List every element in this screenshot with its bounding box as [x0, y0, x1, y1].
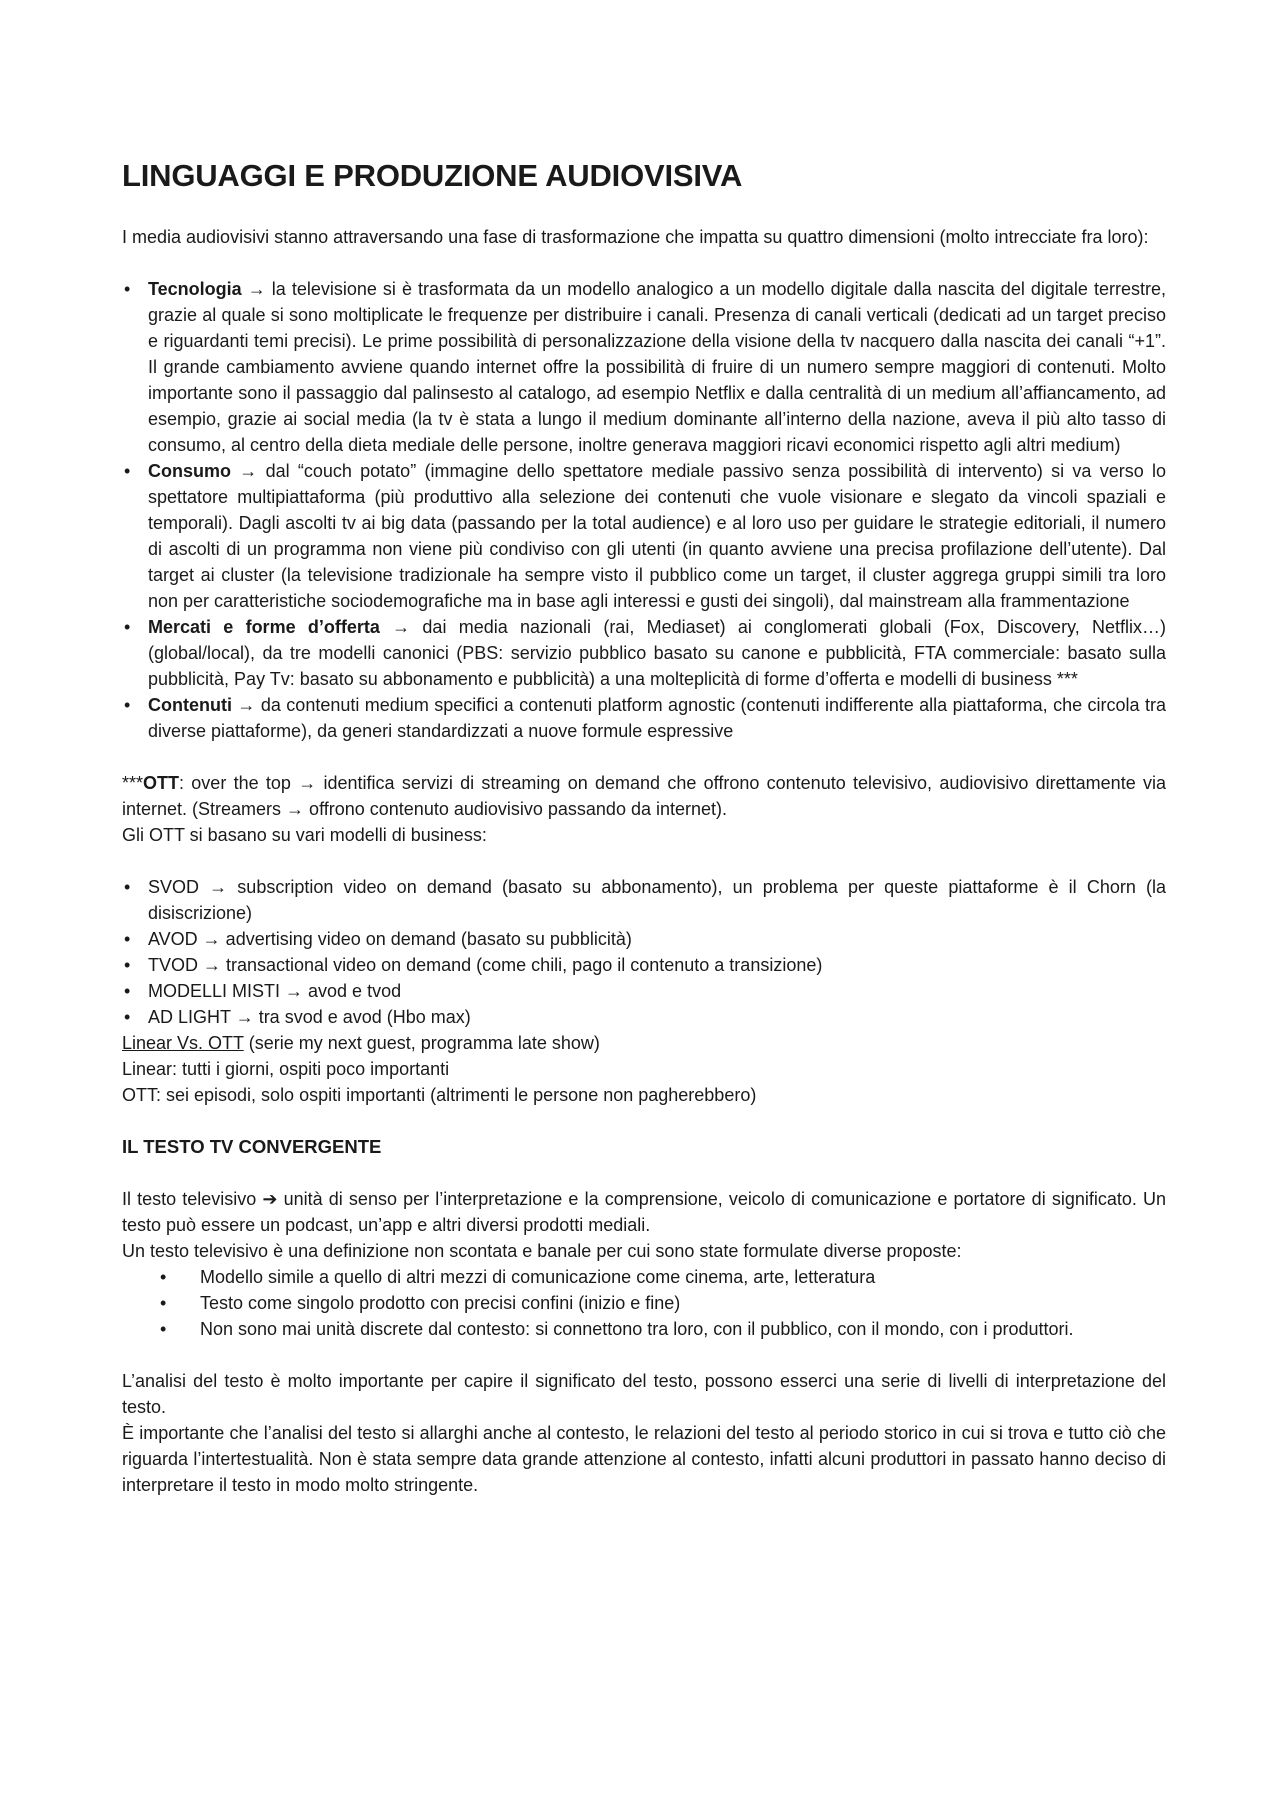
- paragraph: È importante che l’analisi del testo si allarghi anche al contesto, le relazioni del testo al periodo storico in cui si trova e tutto ciò che riguarda l’intertestualità. Non è stata sempre data grande attenzione al contesto, infatti alcuni produttori in passato hanno deciso di interpretare il testo in modo molto stringente.: [122, 1423, 1166, 1495]
- text-definitions-list: [122, 1264, 1166, 1342]
- linear-vs-ott-text: (serie my next guest, programma late show): [243, 1033, 600, 1053]
- ott-definition: : over the top → identifica servizi di streaming on demand che offrono contenuto televisivo, audiovisivo direttamente via internet. (Streamers → offrono contenuto audiovisivo passando da internet).: [122, 773, 1166, 819]
- arrow-icon: →: [237, 695, 256, 715]
- list-item: [122, 874, 1166, 926]
- ott-stars: ***: [122, 773, 144, 793]
- dimension-text: da contenuti medium specifici a contenuti platform agnostic (contenuti indifferente alla piattaforma, che circola tra diverse piattaforme), da generi standardizzati a nuove formule espressive: [148, 695, 1166, 741]
- paragraph: L’analisi del testo è molto importante per capire il significato del testo, possono esserci una serie di livelli di interpretazione del testo.: [122, 1371, 1166, 1417]
- arrow-icon: →: [239, 461, 258, 481]
- item-text: Modello simile a quello di altri mezzi di comunicazione come cinema, arte, letteratura: [200, 1267, 876, 1287]
- dimension-term: Consumo: [148, 461, 231, 481]
- list-item: [122, 1290, 1166, 1316]
- model-text: AD LIGHT → tra svod e avod (Hbo max): [148, 1007, 471, 1027]
- linear-vs-ott-line: [122, 1030, 1166, 1056]
- dimension-text: la televisione si è trasformata da un modello analogico a un modello digitale dalla nascita del digitale terrestre, grazie al quale si sono moltiplicate le frequenze per distribuire i canali. Presenza di canali verticali (dedicati ad un target preciso e riguardanti temi precisi). Le prime possibilità di personalizzazione della visione della tv nacquero dalla nascita dei canali “+1”. Il grande cambiamento avviene quando internet offre la possibilità di fruire di un numero sempre maggiori di contenuti. Molto importante sono il passaggio dal palinsesto al catalogo, ad esempio Netflix e dalla centralità di un medium all’affiancamento, ad esempio, grazie ai social media (la tv è stata a lungo il medium dominante all’interno della nazione, aveva il più alto tasso di consumo, al centro della dieta mediale delle persone, inoltre generava maggiori ricavi economici rispetto agli altri medium): [148, 279, 1166, 455]
- bullet-icon: •: [160, 1293, 167, 1313]
- dimension-text: dal “couch potato” (immagine dello spettatore mediale passivo senza possibilità di intervento) si va verso lo spettatore multipiattaforma (più produttivo alla selezione dei contenuti che vuole visionare e slegato da vincoli spaziali e temporali). Dagli ascolti tv ai big data (passando per la total audience) e al loro uso per guidare le strategie editoriali, il numero di ascolti di un programma non viene più condiviso con gli utenti (in quanto avviene una precisa profilazione dell’utente). Dal target ai cluster (la televisione tradizionale ha sempre visto il pubblico come un target, il cluster aggrega gruppi simili tra loro non per caratteristiche sociodemografiche ma in base agli interessi e gusti dei singoli), dal mainstream alla frammentazione: [148, 461, 1166, 611]
- model-text: AVOD → advertising video on demand (basato su pubblicità): [148, 929, 632, 949]
- model-text: TVOD → transactional video on demand (come chili, pago il contenuto a transizione): [148, 955, 823, 975]
- arrow-icon: →: [247, 279, 266, 299]
- list-item: [122, 614, 1166, 692]
- spacer: [122, 1342, 1166, 1368]
- linear-line: Linear: tutti i giorni, ospiti poco importanti: [122, 1059, 450, 1079]
- spacer: [122, 744, 1166, 770]
- section-heading: IL TESTO TV CONVERGENTE: [122, 1136, 382, 1157]
- ott-paragraph: [122, 770, 1166, 822]
- bullet-icon: •: [124, 279, 131, 299]
- intro-paragraph: I media audiovisivi stanno attraversando una fase di trasformazione che impatta su quattro dimensioni (molto intrecciate fra loro):: [122, 227, 1149, 247]
- bullet-icon: •: [124, 695, 131, 715]
- bullet-icon: •: [124, 981, 131, 1001]
- bullet-icon: •: [124, 929, 131, 949]
- item-text: Testo come singolo prodotto con precisi confini (inizio e fine): [200, 1293, 681, 1313]
- spacer: [122, 250, 1166, 276]
- bullet-icon: •: [160, 1267, 167, 1287]
- spacer: [122, 848, 1166, 874]
- bullet-icon: •: [160, 1319, 167, 1339]
- dimension-term: Contenuti: [148, 695, 232, 715]
- list-item: [122, 978, 1166, 1004]
- bullet-icon: •: [124, 955, 131, 975]
- model-text: SVOD → subscription video on demand (basato su abbonamento), un problema per queste piattaforme è il Chorn (la disiscrizione): [148, 877, 1166, 923]
- dimension-term: Tecnologia: [148, 279, 242, 299]
- list-item: [122, 458, 1166, 614]
- list-item: [122, 1004, 1166, 1030]
- list-item: [122, 276, 1166, 458]
- bullet-icon: •: [124, 461, 131, 481]
- bullet-icon: •: [124, 617, 131, 637]
- paragraph: Il testo televisivo ➔ unità di senso per l’interpretazione e la comprensione, veicolo di comunicazione e portatore di significato. Un testo può essere un podcast, un’app e altri diversi prodotti mediali.: [122, 1189, 1166, 1235]
- bullet-icon: •: [124, 1007, 131, 1027]
- arrow-icon: →: [392, 617, 411, 637]
- dimension-term: Mercati e forme d’offerta: [148, 617, 380, 637]
- ott-models-intro: Gli OTT si basano su vari modelli di business:: [122, 825, 487, 845]
- list-item: [122, 1316, 1166, 1342]
- list-item: [122, 692, 1166, 744]
- model-text: MODELLI MISTI → avod e tvod: [148, 981, 402, 1001]
- list-item: [122, 952, 1166, 978]
- list-item: [122, 926, 1166, 952]
- ott-line: OTT: sei episodi, solo ospiti importanti (altrimenti le persone non pagherebbero): [122, 1085, 757, 1105]
- linear-vs-ott-label: Linear Vs. OTT: [122, 1033, 244, 1053]
- paragraph: Un testo televisivo è una definizione non scontata e banale per cui sono state formulate diverse proposte:: [122, 1241, 962, 1261]
- bullet-icon: •: [124, 877, 131, 897]
- list-item: [122, 1264, 1166, 1290]
- item-text: Non sono mai unità discrete dal contesto: si connettono tra loro, con il pubblico, con il mondo, con i produttori.: [200, 1319, 1074, 1339]
- dimension-text: dai media nazionali (rai, Mediaset) ai conglomerati globali (Fox, Discovery, Netflix…) (global/local), da tre modelli canonici (PBS: servizio pubblico basato su canone e pubblicità, FTA commerciale: basato sulla pubblicità, Pay Tv: basato su abbonamento e pubblicità) a una molteplicità di forme d’offerta e modelli di business ***: [148, 617, 1166, 689]
- document-title: LINGUAGGI E PRODUZIONE AUDIOVISIVA: [122, 158, 743, 193]
- business-models-list: [122, 874, 1166, 1030]
- dimensions-list: [122, 276, 1166, 744]
- ott-term: OTT: [143, 773, 180, 793]
